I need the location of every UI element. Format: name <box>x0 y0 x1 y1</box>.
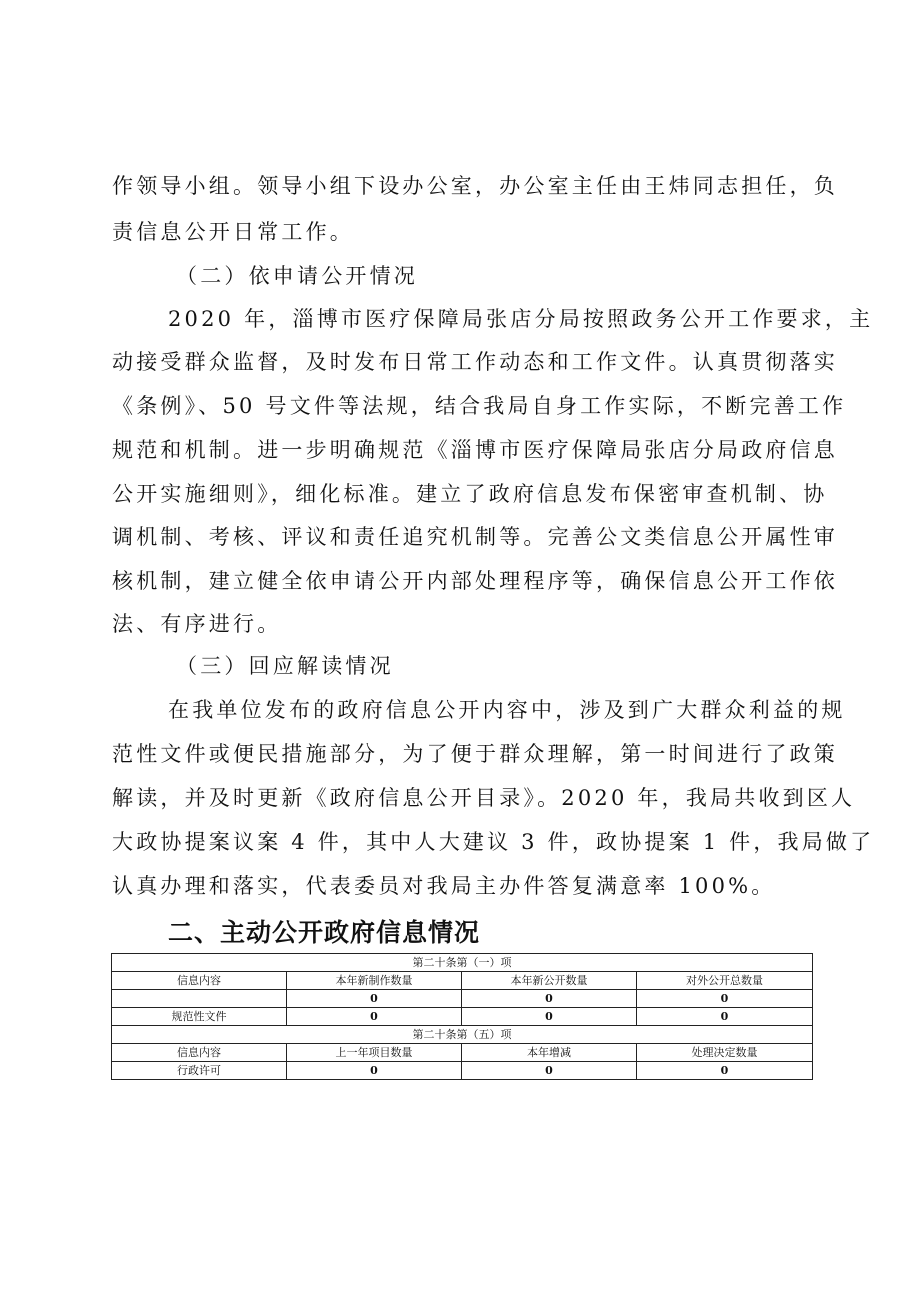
paragraph-line: 责信息公开日常工作。 <box>112 220 354 244</box>
paragraph-line: 调机制、考核、评议和责任追究机制等。完善公文类信息公开属性审 <box>112 525 838 549</box>
paragraph-line: 作领导小组。领导小组下设办公室，办公室主任由王炜同志担任，负 <box>112 174 838 198</box>
table-cell: 0 <box>287 990 462 1008</box>
table-header-cell: 处理决定数量 <box>637 1044 813 1062</box>
table-cell: 0 <box>287 1062 462 1080</box>
table-cell: 规范性文件 <box>112 1008 287 1026</box>
table-header-row <box>112 972 813 990</box>
table-header-cell: 本年新制作数量 <box>287 972 462 990</box>
table-header-row <box>112 1044 813 1062</box>
table-header-cell: 本年增减 <box>462 1044 637 1062</box>
table-block-title: 第二十条第（五）项 <box>112 1026 813 1044</box>
table-cell: 0 <box>637 1008 813 1026</box>
paragraph-line: 核机制，建立健全依申请公开内部处理程序等，确保信息公开工作依 <box>112 569 838 593</box>
table-block-title: 第二十条第（一）项 <box>112 954 813 972</box>
paragraph-line: 在我单位发布的政府信息公开内容中，涉及到广大群众利益的规 <box>168 698 846 722</box>
subheading-response-interpretation: （三）回应解读情况 <box>176 654 394 678</box>
paragraph-line: 公开实施细则》，细化标准。建立了政府信息发布保密审查机制、协 <box>112 482 828 506</box>
paragraph-line: 解读，并及时更新《政府信息公开目录》。2020 年，我局共收到区人 <box>112 786 856 810</box>
paragraph-line: 《条例》、50 号文件等法规，结合我局自身工作实际，不断完善工作 <box>112 394 847 418</box>
table-cell: 0 <box>637 990 813 1008</box>
paragraph-line: 认真办理和落实，代表委员对我局主办件答复满意率 100%。 <box>112 874 776 898</box>
paragraph-line: 2020 年，淄博市医疗保障局张店分局按照政务公开工作要求，主 <box>168 307 874 331</box>
table-cell: 0 <box>462 990 637 1008</box>
table-row <box>112 1062 813 1080</box>
paragraph-line: 动接受群众监督，及时发布日常工作动态和工作文件。认真贯彻落实 <box>112 350 838 374</box>
table-row <box>112 990 813 1008</box>
table-row <box>112 1008 813 1026</box>
table-header-cell: 信息内容 <box>112 972 287 990</box>
paragraph-line: 规范和机制。进一步明确规范《淄博市医疗保障局张店分局政府信息 <box>112 438 838 462</box>
table-header-cell: 本年新公开数量 <box>462 972 637 990</box>
table-cell: 0 <box>287 1008 462 1026</box>
table-cell: 行政许可 <box>112 1062 287 1080</box>
table-title-row <box>112 954 813 972</box>
table-header-cell: 上一年项目数量 <box>287 1044 462 1062</box>
table-title-row <box>112 1026 813 1044</box>
section-heading: 二、主动公开政府信息情况 <box>168 918 481 947</box>
disclosure-table <box>111 953 813 1080</box>
paragraph-line: 范性文件或便民措施部分，为了便于群众理解，第一时间进行了政策 <box>112 742 838 766</box>
table-cell: 0 <box>637 1062 813 1080</box>
table-cell <box>112 990 287 1008</box>
paragraph-line: 大政协提案议案 4 件，其中人大建议 3 件，政协提案 1 件，我局做了 <box>112 830 875 854</box>
table-header-cell: 对外公开总数量 <box>637 972 813 990</box>
subheading-apply-disclosure: （二）依申请公开情况 <box>176 264 418 288</box>
paragraph-line: 法、有序进行。 <box>112 612 282 636</box>
table-cell: 0 <box>462 1008 637 1026</box>
table-header-cell: 信息内容 <box>112 1044 287 1062</box>
table-cell: 0 <box>462 1062 637 1080</box>
